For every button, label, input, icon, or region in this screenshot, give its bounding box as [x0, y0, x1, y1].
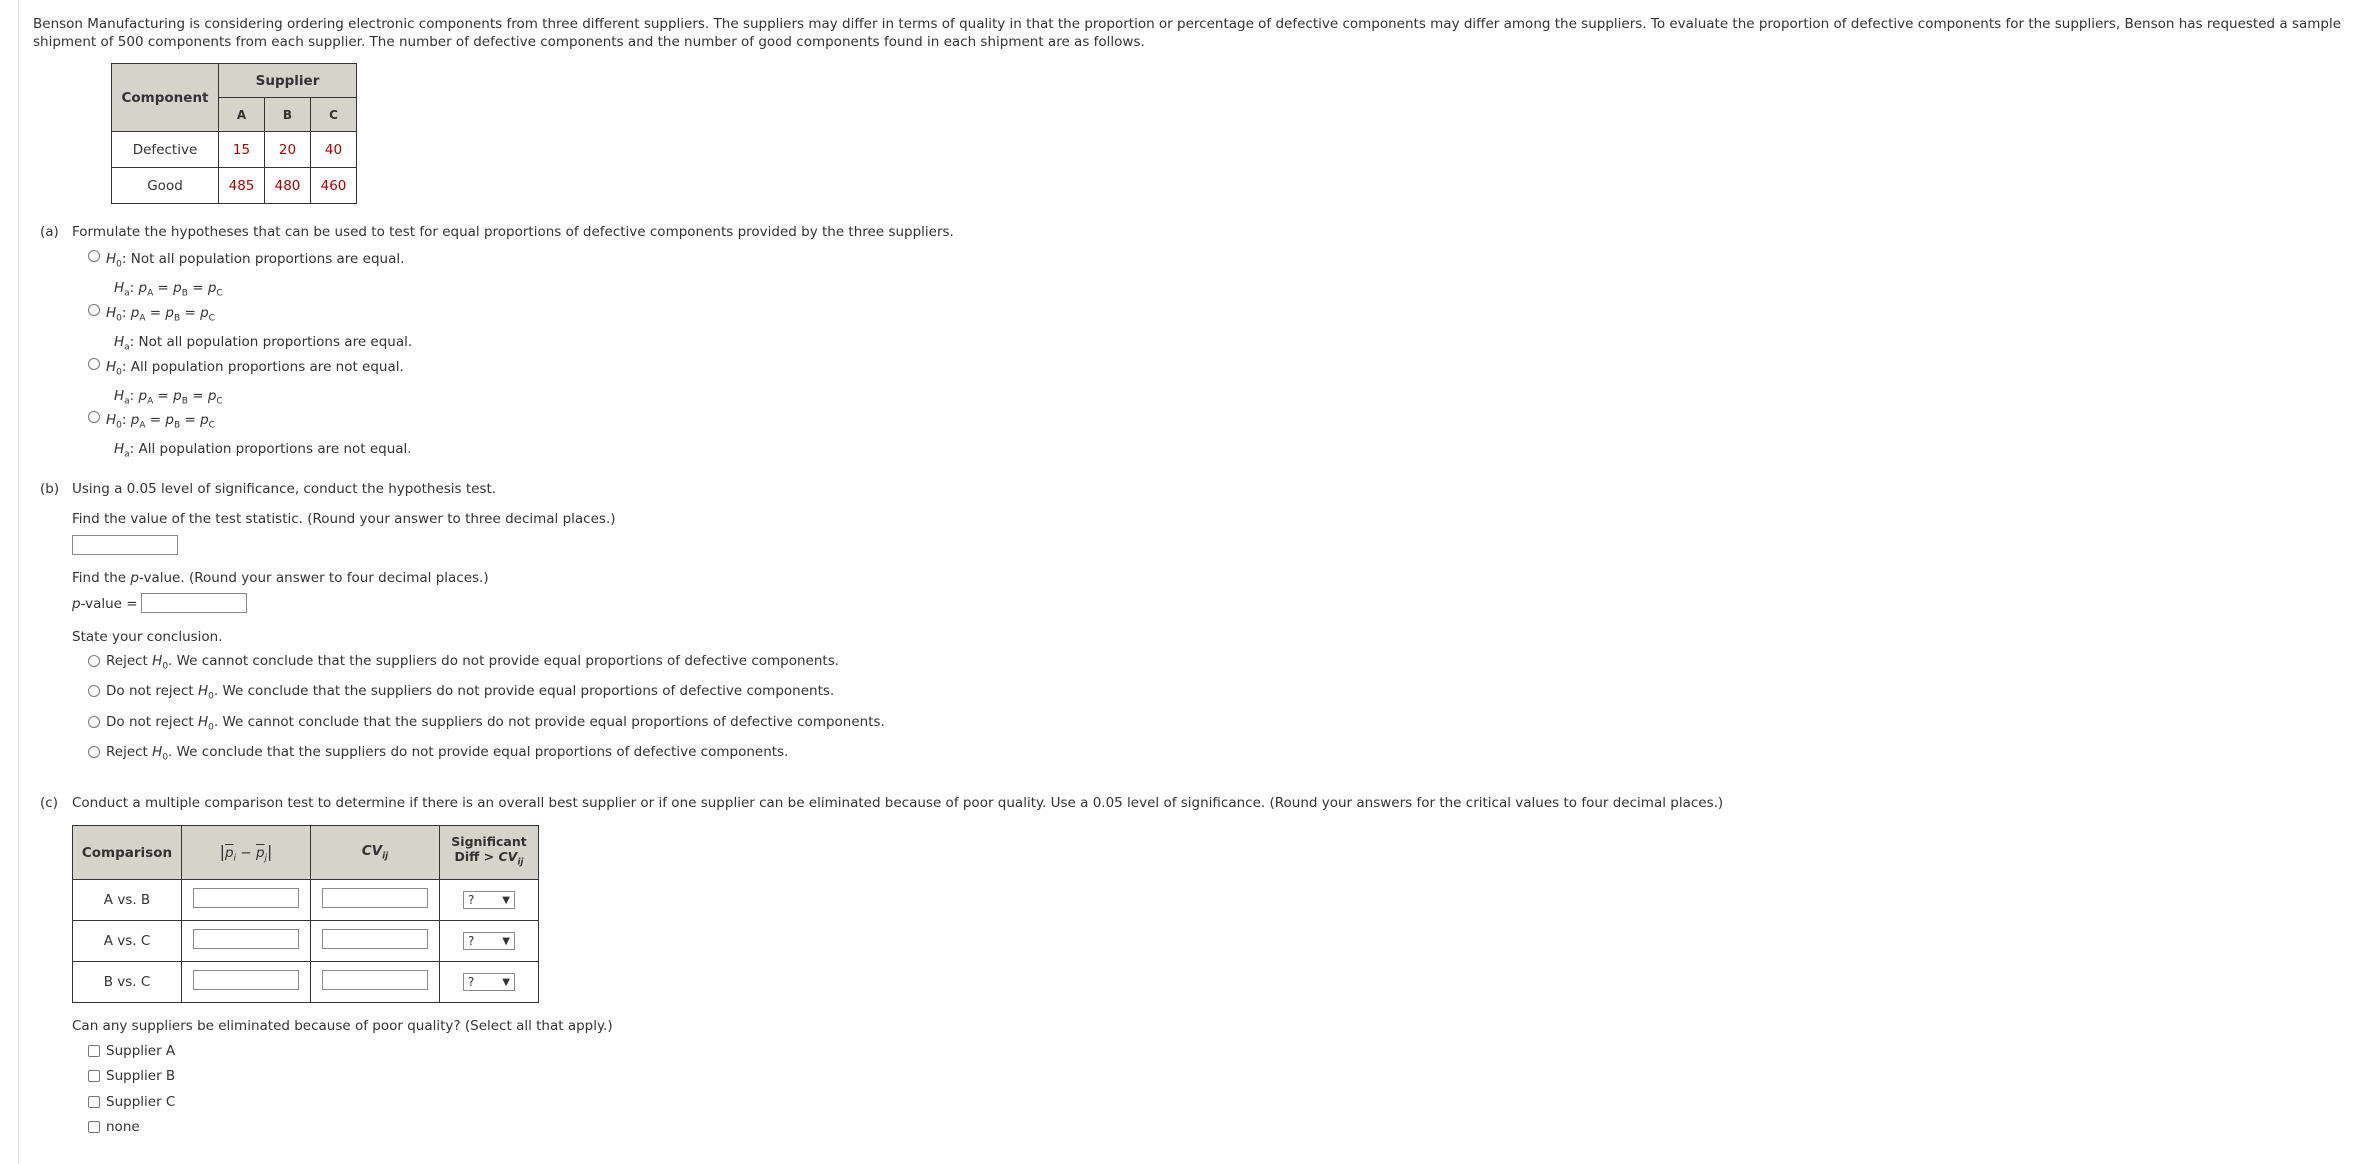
- part-a-question: Formulate the hypotheses that can be used to test for equal proportions of defective components provided by the three suppliers.: [72, 224, 954, 240]
- radio-button[interactable]: [88, 358, 100, 370]
- p-value-label: p-value =: [72, 596, 138, 612]
- significant-select[interactable]: ? ▼: [463, 973, 515, 991]
- significant-select[interactable]: ? ▼: [463, 891, 515, 909]
- defective-b: 20: [265, 132, 311, 168]
- good-b: 480: [265, 168, 311, 204]
- hypothesis-option-4[interactable]: $H_0$: $p_A = p_B = p_C$ $H_a$: All population proportions are not equal.: [88, 409, 412, 466]
- comparison-row-label: B vs. C: [73, 962, 182, 1003]
- hypothesis-option-3[interactable]: $H_0$: All population proportions are not equal. $H_a$: $p_A = p_B = p_C$: [88, 356, 404, 413]
- radio-button[interactable]: [88, 685, 100, 697]
- p-value-prompt: Find the p-value. (Round your answer to four decimal places.): [72, 570, 489, 586]
- row-label-good: Good: [112, 168, 219, 204]
- good-a: 485: [219, 168, 265, 204]
- part-c-question: Conduct a multiple comparison test to determine if there is an overall best supplier or if one supplier can be eliminated because of poor quality. Use a 0.05 level of significance. (Round your answers for the critical values to four decimal places.): [72, 795, 1724, 811]
- chevron-down-icon: ▼: [502, 976, 510, 988]
- abs-diff-input[interactable]: [193, 888, 299, 908]
- radio-button[interactable]: [88, 655, 100, 667]
- radio-button[interactable]: [88, 304, 100, 316]
- checkbox-supplier-b[interactable]: Supplier B: [88, 1068, 175, 1084]
- left-margin-rule: [18, 0, 19, 1164]
- part-c-label: (c): [40, 795, 58, 811]
- comparison-header: Comparison: [73, 826, 182, 880]
- p-value-input[interactable]: [141, 593, 247, 613]
- abs-diff-input[interactable]: [193, 970, 299, 990]
- supplier-a-header: A: [219, 98, 265, 132]
- chevron-down-icon: ▼: [502, 894, 510, 906]
- test-statistic-prompt: Find the value of the test statistic. (Round your answer to three decimal places.): [72, 511, 616, 527]
- conclusion-option-4[interactable]: Reject $H_0$. We conclude that the suppliers do not provide equal proportions of defective components.: [88, 744, 788, 763]
- comparison-row-label: A vs. B: [73, 880, 182, 921]
- abs-diff-input[interactable]: [193, 929, 299, 949]
- comparison-table: [72, 825, 539, 1003]
- radio-button[interactable]: [88, 716, 100, 728]
- checkbox[interactable]: [88, 1070, 100, 1082]
- part-b-label: (b): [40, 481, 60, 497]
- hypothesis-option-2[interactable]: $H_0$: $p_A = p_B = p_C$ $H_a$: Not all population proportions are equal.: [88, 302, 412, 359]
- part-a-label: (a): [40, 224, 59, 240]
- significant-select[interactable]: ? ▼: [463, 932, 515, 950]
- good-c: 460: [311, 168, 357, 204]
- checkbox-none[interactable]: none: [88, 1119, 140, 1135]
- radio-button[interactable]: [88, 250, 100, 262]
- supplier-data-table: [111, 63, 357, 204]
- supplier-b-header: B: [265, 98, 311, 132]
- eliminate-prompt: Can any suppliers be eliminated because of poor quality? (Select all that apply.): [72, 1018, 613, 1034]
- conclusion-prompt: State your conclusion.: [72, 629, 223, 645]
- supplier-header: Supplier: [219, 64, 357, 98]
- cv-header: $CV_{ij}$: [311, 826, 440, 880]
- test-statistic-input[interactable]: [72, 535, 178, 555]
- significant-header: Significant Diff > $CV_{ij}$: [440, 826, 539, 880]
- component-header: Component: [112, 64, 219, 132]
- intro-text: Benson Manufacturing is considering ordering electronic components from three different suppliers. The suppliers may differ in terms of quality in that the proportion or percentage of defective components may differ among the suppliers. To evaluate the proportion of defective components for the suppliers, Benson has requested a sample shipment of 500 components from each supplier. The number of defective components and the number of good components found in each shipment are as follows.: [33, 16, 2342, 50]
- cv-input[interactable]: [322, 970, 428, 990]
- abs-diff-header: $|\overline{p}_i - \overline{p}_j|$: [182, 826, 311, 880]
- conclusion-option-1[interactable]: Reject $H_0$. We cannot conclude that the suppliers do not provide equal proportions of defective components.: [88, 653, 839, 672]
- checkbox-supplier-c[interactable]: Supplier C: [88, 1094, 175, 1110]
- conclusion-option-2[interactable]: Do not reject $H_0$. We conclude that the suppliers do not provide equal proportions of defective components.: [88, 683, 834, 702]
- checkbox-supplier-a[interactable]: Supplier A: [88, 1043, 175, 1059]
- defective-c: 40: [311, 132, 357, 168]
- row-label-defective: Defective: [112, 132, 219, 168]
- defective-a: 15: [219, 132, 265, 168]
- question-content: [33, 15, 2353, 51]
- cv-input[interactable]: [322, 888, 428, 908]
- radio-button[interactable]: [88, 411, 100, 423]
- checkbox[interactable]: [88, 1121, 100, 1133]
- part-b-question: Using a 0.05 level of significance, conduct the hypothesis test.: [72, 481, 497, 497]
- radio-button[interactable]: [88, 746, 100, 758]
- cv-input[interactable]: [322, 929, 428, 949]
- checkbox[interactable]: [88, 1096, 100, 1108]
- checkbox[interactable]: [88, 1045, 100, 1057]
- conclusion-option-3[interactable]: Do not reject $H_0$. We cannot conclude that the suppliers do not provide equal proportions of defective components.: [88, 714, 885, 733]
- supplier-c-header: C: [311, 98, 357, 132]
- chevron-down-icon: ▼: [502, 935, 510, 947]
- comparison-row-label: A vs. C: [73, 921, 182, 962]
- hypothesis-option-1[interactable]: $H_0$: Not all population proportions are equal. $H_a$: $p_A = p_B = p_C$: [88, 248, 404, 305]
